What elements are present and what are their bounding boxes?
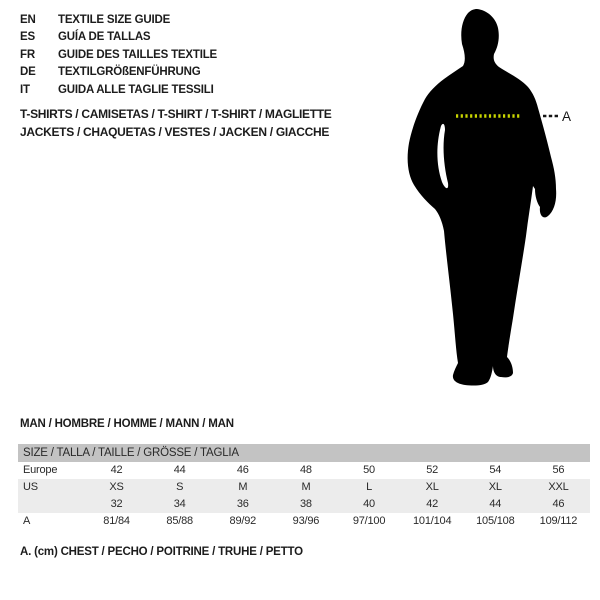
table-cell: 81/84 — [103, 515, 130, 527]
language-code: IT — [20, 83, 30, 96]
table-cell: 97/100 — [352, 515, 386, 527]
section-title-man: MAN / HOMBRE / HOMME / MANN / MAN — [20, 418, 234, 430]
measurement-footnote: A. (cm) CHEST / PECHO / POITRINE / TRUHE / PETTO — [20, 546, 303, 558]
table-row-numeric — [18, 496, 590, 513]
table-cell: XXL — [548, 481, 569, 493]
table-cell: 52 — [426, 464, 439, 476]
table-row-label — [18, 496, 85, 513]
table-cell: 50 — [363, 464, 375, 476]
language-title: GUIDE DES TAILLES TEXTILE — [58, 48, 217, 61]
table-cell: S — [176, 481, 184, 493]
size-table — [18, 444, 590, 530]
table-cell: M — [238, 481, 248, 493]
table-cell: 40 — [363, 498, 375, 510]
table-cell: L — [366, 481, 373, 493]
table-cell: 85/88 — [166, 515, 193, 527]
table-cell: 105/108 — [476, 515, 515, 527]
size-table-header: SIZE / TALLA / TAILLE / GRÖSSE / TAGLIA — [18, 444, 590, 462]
language-title: TEXTILGRÖßENFÜHRUNG — [58, 66, 201, 79]
table-cell: 42 — [426, 498, 439, 510]
language-title: GUIDA ALLE TAGLIE TESSILI — [58, 83, 214, 96]
table-cell: 109/112 — [539, 515, 578, 527]
category-tshirts: T-SHIRTS / CAMISETAS / T-SHIRT / T-SHIRT / MAGLIETTE — [20, 107, 332, 121]
language-code: DE — [20, 66, 36, 79]
table-cell: 46 — [236, 464, 249, 476]
table-cell: 93/96 — [292, 515, 320, 527]
table-cell: 38 — [300, 498, 312, 510]
table-row-us — [18, 479, 590, 496]
table-cell: XL — [488, 481, 502, 493]
table-cell: 36 — [236, 498, 249, 510]
table-cell: 32 — [110, 498, 123, 510]
language-code: ES — [20, 31, 35, 44]
table-row-label: A — [23, 515, 31, 527]
table-cell: 54 — [489, 464, 502, 476]
table-cell: 101/104 — [413, 515, 452, 527]
table-row-label: US — [23, 481, 38, 493]
table-cell: 42 — [110, 464, 123, 476]
category-jackets: JACKETS / CHAQUETAS / VESTES / JACKEN / GIACCHE — [20, 125, 330, 139]
table-row-label: Europe — [23, 464, 58, 476]
table-cell: 48 — [300, 464, 312, 476]
table-row-chest-a — [18, 513, 590, 530]
table-row-europe — [18, 462, 590, 479]
table-cell: 44 — [489, 498, 502, 510]
language-code: FR — [20, 48, 35, 61]
table-cell: 56 — [552, 464, 565, 476]
table-cell: M — [301, 481, 311, 493]
table-cell: 34 — [173, 498, 186, 510]
table-cell: XS — [109, 481, 124, 493]
table-cell: 44 — [173, 464, 186, 476]
man-silhouette-shape — [408, 9, 557, 386]
table-cell: 89/92 — [229, 515, 257, 527]
table-cell: XL — [425, 481, 439, 493]
language-code: EN — [20, 14, 36, 26]
language-title: GUÍA DE TALLAS — [58, 31, 151, 44]
measure-label-a: A — [562, 109, 572, 124]
table-cell: 46 — [552, 498, 565, 510]
language-title: TEXTILE SIZE GUIDE — [58, 14, 171, 26]
